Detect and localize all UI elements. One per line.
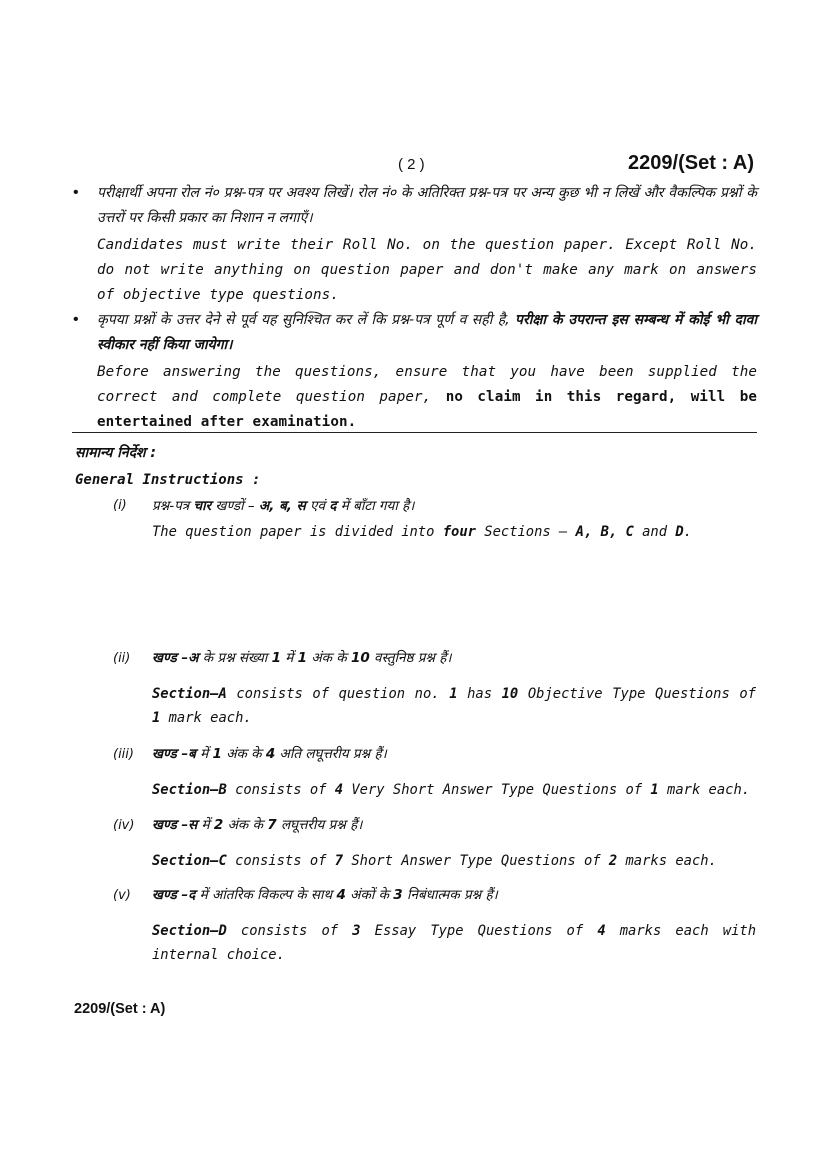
bullet-icon: • [73, 184, 79, 201]
divider [72, 432, 757, 433]
note-2-hindi-bold: परीक्षा के उपरान्त इस सम्बन्ध में कोई भी दावा स्वीकार नहीं किया जायेगा। [97, 312, 757, 353]
item-number: (i) [113, 498, 127, 513]
paper-code-footer: 2209/(Set : A) [74, 1001, 166, 1017]
item-3-hindi: खण्ड –ब में 1 अंक के 4 अति लघूत्तरीय प्रश्न हैं। [152, 746, 387, 762]
note-2-english [97, 360, 757, 435]
item-1-hindi: प्रश्न-पत्र चार खण्डों – अ, ब, स एवं द में बाँटा गया है। [152, 498, 415, 514]
item-5-hindi: खण्ड –द में आंतरिक विकल्प के साथ 4 अंकों के 3 निबंधात्मक प्रश्न हैं। [152, 887, 498, 903]
item-number: (ii) [113, 651, 131, 666]
note-2-english-plain: Before answering the questions, ensure that you have been supplied the correct and complete question paper, [97, 364, 757, 405]
item-5-english: Section–D consists of 3 Essay Type Questions of 4 marks each with internal choice. [152, 923, 756, 963]
item-2-hindi: खण्ड –अ के प्रश्न संख्या 1 में 1 अंक के 10 वस्तुनिष्ठ प्रश्न हैं। [152, 650, 452, 666]
note-1-hindi: परीक्षार्थी अपना रोल नं० प्रश्न-पत्र पर अवश्य लिखें। रोल नं० के अतिरिक्त प्रश्न-पत्र पर अन्य कुछ भी न लिखें और वैकल्पिक प्रश्नों के उत्तरों पर किसी प्रकार का निशान न लगाएँ। [97, 185, 757, 226]
paper-code-header: 2209/(Set : A) [628, 152, 754, 174]
general-instructions-heading: General Instructions : [75, 472, 261, 488]
item-4-english: Section–C consists of 7 Short Answer Type Questions of 2 marks each. [152, 853, 717, 869]
note-2-hindi-plain: कृपया प्रश्नों के उत्तर देने से पूर्व यह सुनिश्चित कर लें कि प्रश्न-पत्र पूर्ण व सही है, [97, 312, 510, 328]
item-2-english: Section–A consists of question no. 1 has 10 Objective Type Questions of 1 mark each. [152, 686, 756, 726]
general-instructions-hindi-heading: सामान्य निर्देश : [75, 445, 157, 461]
note-1-english: Candidates must write their Roll No. on the question paper. Except Roll No. do not write anything on question paper and don't make any mark on answers of objective type questions. [97, 237, 757, 303]
item-number: (iv) [113, 818, 135, 833]
item-4-hindi: खण्ड –स में 2 अंक के 7 लघूत्तरीय प्रश्न हैं। [152, 817, 363, 833]
item-1-english: The question paper is divided into four Sections – A, B, C and D. [152, 524, 692, 540]
item-number: (iii) [113, 747, 134, 762]
page-number: ( 2 ) [398, 156, 425, 173]
bullet-icon: • [73, 311, 79, 328]
item-3-english: Section–B consists of 4 Very Short Answer Type Questions of 1 mark each. [152, 782, 751, 798]
note-2-hindi [97, 308, 757, 358]
item-number: (v) [113, 888, 131, 903]
note-2-english-bold: no claim in this regard, will be entertained after examination. [97, 389, 757, 430]
